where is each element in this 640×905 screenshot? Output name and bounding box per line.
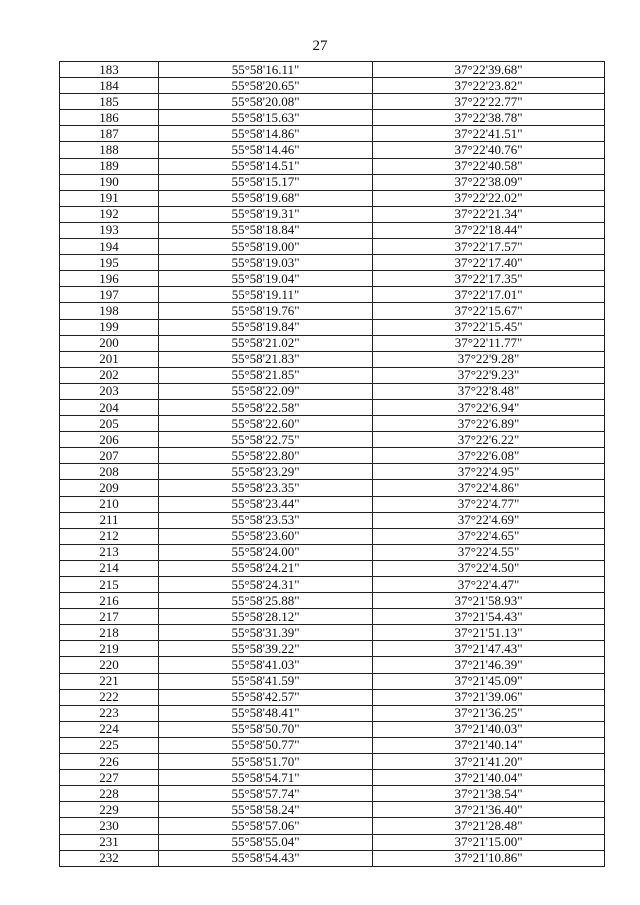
longitude-cell: 37°22'21.34" — [373, 206, 605, 222]
table-row — [60, 416, 605, 432]
latitude-cell: 55°58'19.68" — [159, 190, 373, 206]
latitude-cell: 55°58'57.06" — [159, 818, 373, 834]
latitude-cell: 55°58'20.08" — [159, 94, 373, 110]
latitude-cell: 55°58'19.11" — [159, 287, 373, 303]
point-number-cell: 226 — [60, 754, 159, 770]
longitude-cell: 37°22'8.48" — [373, 383, 605, 399]
longitude-cell: 37°22'6.94" — [373, 399, 605, 415]
longitude-cell: 37°21'40.14" — [373, 737, 605, 753]
table-row — [60, 705, 605, 721]
longitude-cell: 37°22'9.23" — [373, 367, 605, 383]
longitude-cell: 37°22'17.35" — [373, 271, 605, 287]
table-row — [60, 673, 605, 689]
longitude-cell: 37°22'38.78" — [373, 110, 605, 126]
latitude-cell: 55°58'23.29" — [159, 464, 373, 480]
longitude-cell: 37°21'41.20" — [373, 754, 605, 770]
point-number-cell: 204 — [60, 399, 159, 415]
point-number-cell: 206 — [60, 432, 159, 448]
table-row — [60, 271, 605, 287]
latitude-cell: 55°58'24.00" — [159, 544, 373, 560]
longitude-cell: 37°22'17.40" — [373, 255, 605, 271]
longitude-cell: 37°22'6.08" — [373, 448, 605, 464]
point-number-cell: 208 — [60, 464, 159, 480]
longitude-cell: 37°22'18.44" — [373, 222, 605, 238]
longitude-cell: 37°22'41.51" — [373, 126, 605, 142]
latitude-cell: 55°58'19.03" — [159, 255, 373, 271]
latitude-cell: 55°58'19.00" — [159, 239, 373, 255]
table-row — [60, 335, 605, 351]
latitude-cell: 55°58'55.04" — [159, 834, 373, 850]
latitude-cell: 55°58'20.65" — [159, 78, 373, 94]
table-row — [60, 770, 605, 786]
table-row — [60, 721, 605, 737]
latitude-cell: 55°58'57.74" — [159, 786, 373, 802]
longitude-cell: 37°21'39.06" — [373, 689, 605, 705]
point-number-cell: 211 — [60, 512, 159, 528]
longitude-cell: 37°21'54.43" — [373, 609, 605, 625]
point-number-cell: 209 — [60, 480, 159, 496]
latitude-cell: 55°58'23.35" — [159, 480, 373, 496]
table-row — [60, 78, 605, 94]
longitude-cell: 37°21'38.54" — [373, 786, 605, 802]
point-number-cell: 232 — [60, 850, 159, 866]
longitude-cell: 37°22'40.76" — [373, 142, 605, 158]
point-number-cell: 229 — [60, 802, 159, 818]
latitude-cell: 55°58'39.22" — [159, 641, 373, 657]
longitude-cell: 37°21'51.13" — [373, 625, 605, 641]
table-row — [60, 593, 605, 609]
coordinates-table-body — [60, 62, 605, 867]
table-row — [60, 528, 605, 544]
table-row — [60, 448, 605, 464]
point-number-cell: 213 — [60, 544, 159, 560]
point-number-cell: 223 — [60, 705, 159, 721]
longitude-cell: 37°22'39.68" — [373, 62, 605, 78]
latitude-cell: 55°58'50.77" — [159, 737, 373, 753]
latitude-cell: 55°58'41.03" — [159, 657, 373, 673]
table-row — [60, 255, 605, 271]
point-number-cell: 198 — [60, 303, 159, 319]
point-number-cell: 221 — [60, 673, 159, 689]
point-number-cell: 189 — [60, 158, 159, 174]
point-number-cell: 194 — [60, 239, 159, 255]
table-row — [60, 399, 605, 415]
table-row — [60, 850, 605, 866]
point-number-cell: 210 — [60, 496, 159, 512]
point-number-cell: 228 — [60, 786, 159, 802]
point-number-cell: 201 — [60, 351, 159, 367]
table-row — [60, 287, 605, 303]
point-number-cell: 199 — [60, 319, 159, 335]
table-row — [60, 110, 605, 126]
latitude-cell: 55°58'14.46" — [159, 142, 373, 158]
latitude-cell: 55°58'21.83" — [159, 351, 373, 367]
table-row — [60, 432, 605, 448]
point-number-cell: 188 — [60, 142, 159, 158]
point-number-cell: 185 — [60, 94, 159, 110]
table-row — [60, 158, 605, 174]
longitude-cell: 37°21'36.40" — [373, 802, 605, 818]
latitude-cell: 55°58'14.86" — [159, 126, 373, 142]
point-number-cell: 219 — [60, 641, 159, 657]
point-number-cell: 216 — [60, 593, 159, 609]
table-row — [60, 786, 605, 802]
latitude-cell: 55°58'23.44" — [159, 496, 373, 512]
table-row — [60, 351, 605, 367]
longitude-cell: 37°22'17.57" — [373, 239, 605, 255]
longitude-cell: 37°21'10.86" — [373, 850, 605, 866]
point-number-cell: 212 — [60, 528, 159, 544]
table-row — [60, 319, 605, 335]
table-row — [60, 609, 605, 625]
point-number-cell: 222 — [60, 689, 159, 705]
latitude-cell: 55°58'16.11" — [159, 62, 373, 78]
table-row — [60, 754, 605, 770]
point-number-cell: 225 — [60, 737, 159, 753]
point-number-cell: 190 — [60, 174, 159, 190]
latitude-cell: 55°58'51.70" — [159, 754, 373, 770]
latitude-cell: 55°58'22.60" — [159, 416, 373, 432]
table-row — [60, 737, 605, 753]
longitude-cell: 37°21'40.03" — [373, 721, 605, 737]
table-row — [60, 464, 605, 480]
table-row — [60, 577, 605, 593]
latitude-cell: 55°58'19.04" — [159, 271, 373, 287]
latitude-cell: 55°58'42.57" — [159, 689, 373, 705]
table-row — [60, 496, 605, 512]
latitude-cell: 55°58'22.80" — [159, 448, 373, 464]
longitude-cell: 37°22'6.89" — [373, 416, 605, 432]
latitude-cell: 55°58'22.75" — [159, 432, 373, 448]
latitude-cell: 55°58'15.63" — [159, 110, 373, 126]
longitude-cell: 37°22'22.77" — [373, 94, 605, 110]
latitude-cell: 55°58'23.53" — [159, 512, 373, 528]
table-row — [60, 94, 605, 110]
longitude-cell: 37°22'15.67" — [373, 303, 605, 319]
table-row — [60, 560, 605, 576]
point-number-cell: 196 — [60, 271, 159, 287]
table-row — [60, 303, 605, 319]
latitude-cell: 55°58'48.41" — [159, 705, 373, 721]
table-row — [60, 174, 605, 190]
point-number-cell: 193 — [60, 222, 159, 238]
longitude-cell: 37°21'15.00" — [373, 834, 605, 850]
longitude-cell: 37°22'9.28" — [373, 351, 605, 367]
point-number-cell: 230 — [60, 818, 159, 834]
latitude-cell: 55°58'21.85" — [159, 367, 373, 383]
longitude-cell: 37°22'4.69" — [373, 512, 605, 528]
point-number-cell: 203 — [60, 383, 159, 399]
point-number-cell: 186 — [60, 110, 159, 126]
point-number-cell: 224 — [60, 721, 159, 737]
point-number-cell: 207 — [60, 448, 159, 464]
longitude-cell: 37°22'23.82" — [373, 78, 605, 94]
point-number-cell: 197 — [60, 287, 159, 303]
longitude-cell: 37°21'45.09" — [373, 673, 605, 689]
table-row — [60, 802, 605, 818]
latitude-cell: 55°58'23.60" — [159, 528, 373, 544]
point-number-cell: 191 — [60, 190, 159, 206]
latitude-cell: 55°58'19.31" — [159, 206, 373, 222]
table-row — [60, 142, 605, 158]
point-number-cell: 187 — [60, 126, 159, 142]
longitude-cell: 37°22'17.01" — [373, 287, 605, 303]
table-row — [60, 689, 605, 705]
table-row — [60, 222, 605, 238]
longitude-cell: 37°22'22.02" — [373, 190, 605, 206]
latitude-cell: 55°58'22.58" — [159, 399, 373, 415]
point-number-cell: 214 — [60, 560, 159, 576]
table-row — [60, 206, 605, 222]
longitude-cell: 37°22'4.95" — [373, 464, 605, 480]
table-row — [60, 190, 605, 206]
longitude-cell: 37°22'40.58" — [373, 158, 605, 174]
latitude-cell: 55°58'18.84" — [159, 222, 373, 238]
point-number-cell: 183 — [60, 62, 159, 78]
longitude-cell: 37°21'58.93" — [373, 593, 605, 609]
latitude-cell: 55°58'15.17" — [159, 174, 373, 190]
table-row — [60, 367, 605, 383]
longitude-cell: 37°22'4.55" — [373, 544, 605, 560]
latitude-cell: 55°58'54.43" — [159, 850, 373, 866]
point-number-cell: 192 — [60, 206, 159, 222]
longitude-cell: 37°21'47.43" — [373, 641, 605, 657]
latitude-cell: 55°58'21.02" — [159, 335, 373, 351]
latitude-cell: 55°58'50.70" — [159, 721, 373, 737]
longitude-cell: 37°21'28.48" — [373, 818, 605, 834]
longitude-cell: 37°21'46.39" — [373, 657, 605, 673]
table-row — [60, 544, 605, 560]
point-number-cell: 217 — [60, 609, 159, 625]
longitude-cell: 37°22'6.22" — [373, 432, 605, 448]
latitude-cell: 55°58'22.09" — [159, 383, 373, 399]
table-row — [60, 383, 605, 399]
longitude-cell: 37°21'36.25" — [373, 705, 605, 721]
longitude-cell: 37°22'38.09" — [373, 174, 605, 190]
point-number-cell: 195 — [60, 255, 159, 271]
table-row — [60, 625, 605, 641]
point-number-cell: 184 — [60, 78, 159, 94]
point-number-cell: 200 — [60, 335, 159, 351]
table-row — [60, 126, 605, 142]
point-number-cell: 220 — [60, 657, 159, 673]
latitude-cell: 55°58'19.76" — [159, 303, 373, 319]
point-number-cell: 231 — [60, 834, 159, 850]
longitude-cell: 37°21'40.04" — [373, 770, 605, 786]
point-number-cell: 227 — [60, 770, 159, 786]
table-row — [60, 62, 605, 78]
coordinates-table — [59, 61, 605, 867]
table-row — [60, 834, 605, 850]
latitude-cell: 55°58'24.21" — [159, 560, 373, 576]
table-row — [60, 641, 605, 657]
table-row — [60, 657, 605, 673]
page-number: 27 — [312, 38, 328, 54]
longitude-cell: 37°22'4.86" — [373, 480, 605, 496]
longitude-cell: 37°22'4.47" — [373, 577, 605, 593]
latitude-cell: 55°58'41.59" — [159, 673, 373, 689]
latitude-cell: 55°58'58.24" — [159, 802, 373, 818]
table-row — [60, 512, 605, 528]
longitude-cell: 37°22'4.77" — [373, 496, 605, 512]
latitude-cell: 55°58'19.84" — [159, 319, 373, 335]
longitude-cell: 37°22'4.50" — [373, 560, 605, 576]
latitude-cell: 55°58'31.39" — [159, 625, 373, 641]
longitude-cell: 37°22'4.65" — [373, 528, 605, 544]
longitude-cell: 37°22'11.77" — [373, 335, 605, 351]
point-number-cell: 202 — [60, 367, 159, 383]
table-row — [60, 239, 605, 255]
latitude-cell: 55°58'25.88" — [159, 593, 373, 609]
point-number-cell: 205 — [60, 416, 159, 432]
point-number-cell: 215 — [60, 577, 159, 593]
latitude-cell: 55°58'24.31" — [159, 577, 373, 593]
longitude-cell: 37°22'15.45" — [373, 319, 605, 335]
table-row — [60, 818, 605, 834]
latitude-cell: 55°58'14.51" — [159, 158, 373, 174]
point-number-cell: 218 — [60, 625, 159, 641]
latitude-cell: 55°58'54.71" — [159, 770, 373, 786]
table-row — [60, 480, 605, 496]
latitude-cell: 55°58'28.12" — [159, 609, 373, 625]
